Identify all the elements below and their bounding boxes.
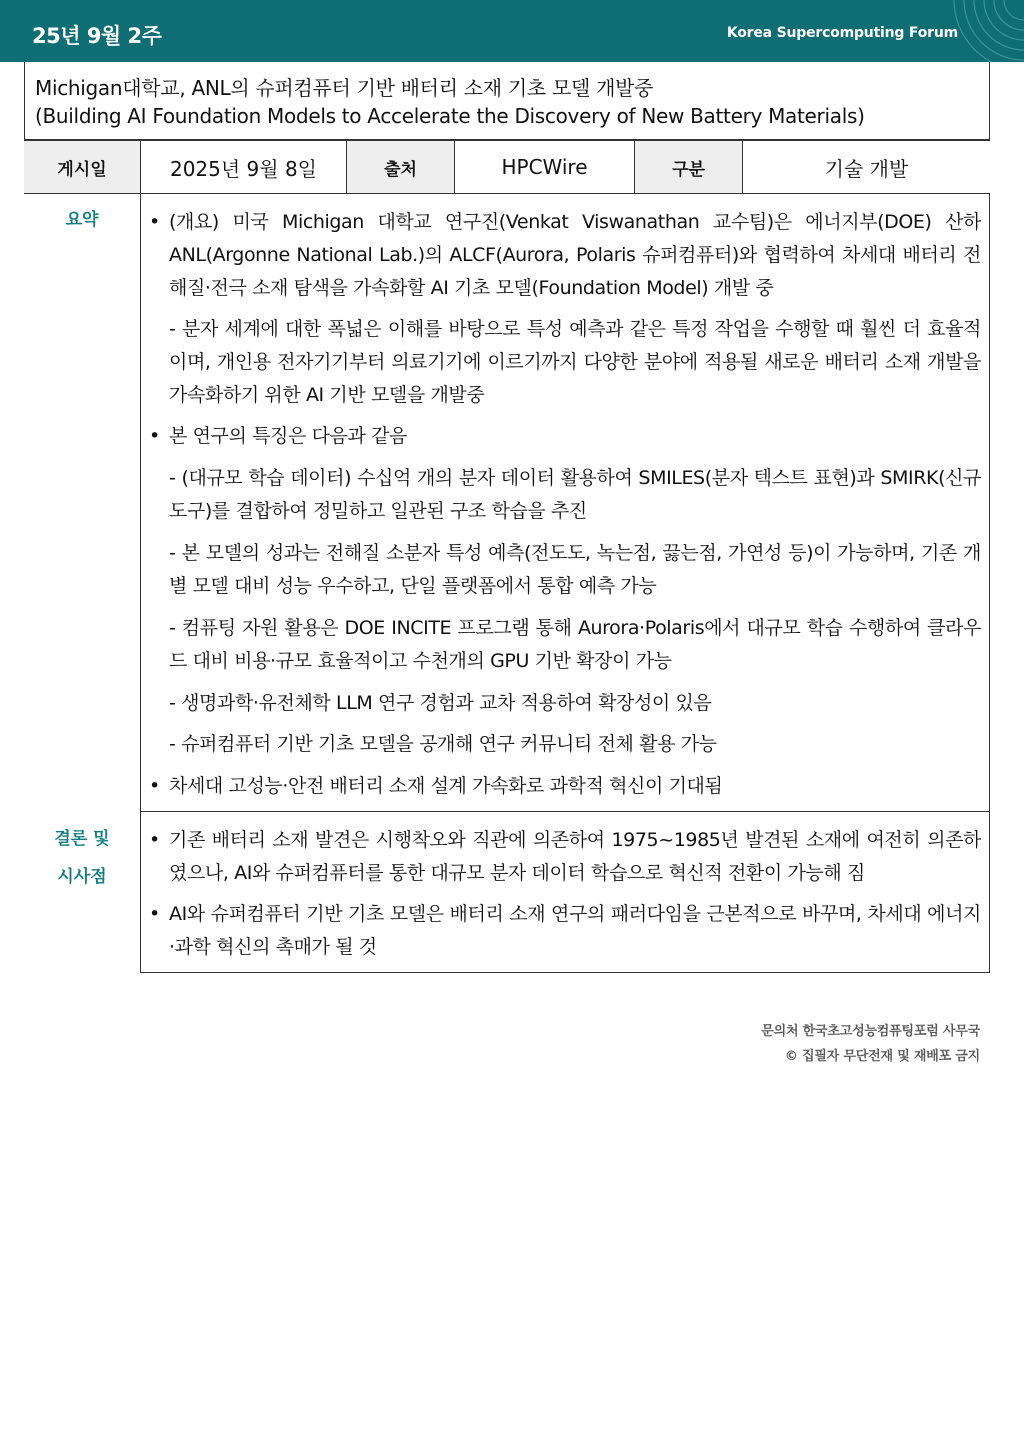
source-value: HPCWire [454,141,634,193]
summary-label: 요약 [65,210,99,230]
footer-copyright: © 집필자 무단전재 및 재배포 금지 [784,1049,980,1064]
summary-item-8: - 슈퍼컴퓨터 기반 기초 모델을 공개해 연구 커뮤니티 전체 활용 가능 [169,733,717,755]
summary-item-7: - 생명과학·유전체학 LLM 연구 경험과 교차 적용하여 확장성이 있음 [169,692,712,714]
conclusion-box [140,811,990,973]
conclusion-bullet-2: • [149,903,161,925]
meta-row [24,140,990,194]
bullet-9: • [149,775,161,797]
summary-box [140,194,990,812]
summary-item-2: - 분자 세계에 대한 폭넓은 이해를 바탕으로 특성 예측과 같은 특정 작업을 수행할 때 훨씬 더 효율적이며, 개인용 전자기기부터 의료기기에 이르기까지 다양한 분야에 적용될 새로운 배터리 소재 개발을 가속화하기 위한 AI 기반 모델을 개발중 [169,318,981,406]
conclusion-bullet-1: • [149,829,161,851]
summary-item-6: - 컴퓨팅 자원 활용은 DOE INCITE 프로그램 통해 Aurora·Polaris에서 대규모 학습 수행하여 클라우드 대비 비용·규모 효율적이고 수천개의 GPU 기반 확장이 가능 [169,617,981,672]
category-label: 구분 [634,141,742,193]
date-value: 2025년 9월 8일 [140,141,346,193]
summary-item-9: 차세대 고성능·안전 배터리 소재 설계 가속화로 과학적 혁신이 기대됨 [169,775,723,797]
bullet-3: • [149,425,161,447]
title-korean: Michigan대학교, ANL의 슈퍼컴퓨터 기반 배터리 소재 기초 모델 개발중 [35,76,654,100]
title-box [24,62,990,140]
summary-item-5: - 본 모델의 성과는 전해질 소분자 특성 예측(전도도, 녹는점, 끓는점, 가연성 등)이 가능하며, 기존 개별 모델 대비 성능 우수하고, 단일 플랫폼에서 통합 예측 가능 [169,542,981,597]
bullet-1: • [149,211,161,233]
summary-item-4: - (대규모 학습 데이터) 수십억 개의 분자 데이터 활용하여 SMILES(분자 텍스트 표현)과 SMIRK(신규 도구)를 결합하여 정밀하고 일관된 구조 학습을 추진 [169,467,981,522]
summary-item-1: (개요) 미국 Michigan 대학교 연구진(Venkat Viswanathan 교수팀)은 에너지부(DOE) 산하 ANL(Argonne National Lab.)의 ALCF(Aurora, Polaris 슈퍼컴퓨터)와 협력하여 차세대 배터리 전해질·전극 소재 탐색을 가속화할 AI 기초 모델(Foundation Model) 개발 중 [169,211,981,299]
conclusion-item-2: AI와 슈퍼컴퓨터 기반 기초 모델은 배터리 소재 연구의 패러다임을 근본적으로 바꾸며, 차세대 에너지·과학 혁신의 촉매가 될 것 [169,903,981,958]
category-value: 기술 개발 [742,141,990,193]
header-forum: Korea Supercomputing Forum [726,25,958,41]
date-label: 게시일 [24,141,140,193]
source-label: 출처 [346,141,454,193]
footer-contact: 문의처 한국초고성능컴퓨팅포럼 사무국 [761,1024,980,1039]
header-bar [0,0,1024,62]
conclusion-label-line1: 결론 및 [54,829,110,849]
header-decoration-icon [884,0,1024,62]
header-week: 25년 9월 2주 [32,24,162,48]
conclusion-label-line2: 시사점 [57,867,107,887]
conclusion-item-1: 기존 배터리 소재 발견은 시행착오와 직관에 의존하여 1975~1985년 발견된 소재에 여전히 의존하였으나, AI와 슈퍼컴퓨터를 통한 대규모 분자 데이터 학습으로 혁신적 전환이 가능해 짐 [169,829,981,884]
title-english: (Building AI Foundation Models to Accelerate the Discovery of New Battery Materials) [35,104,865,128]
summary-item-3: 본 연구의 특징은 다음과 같음 [169,425,408,447]
